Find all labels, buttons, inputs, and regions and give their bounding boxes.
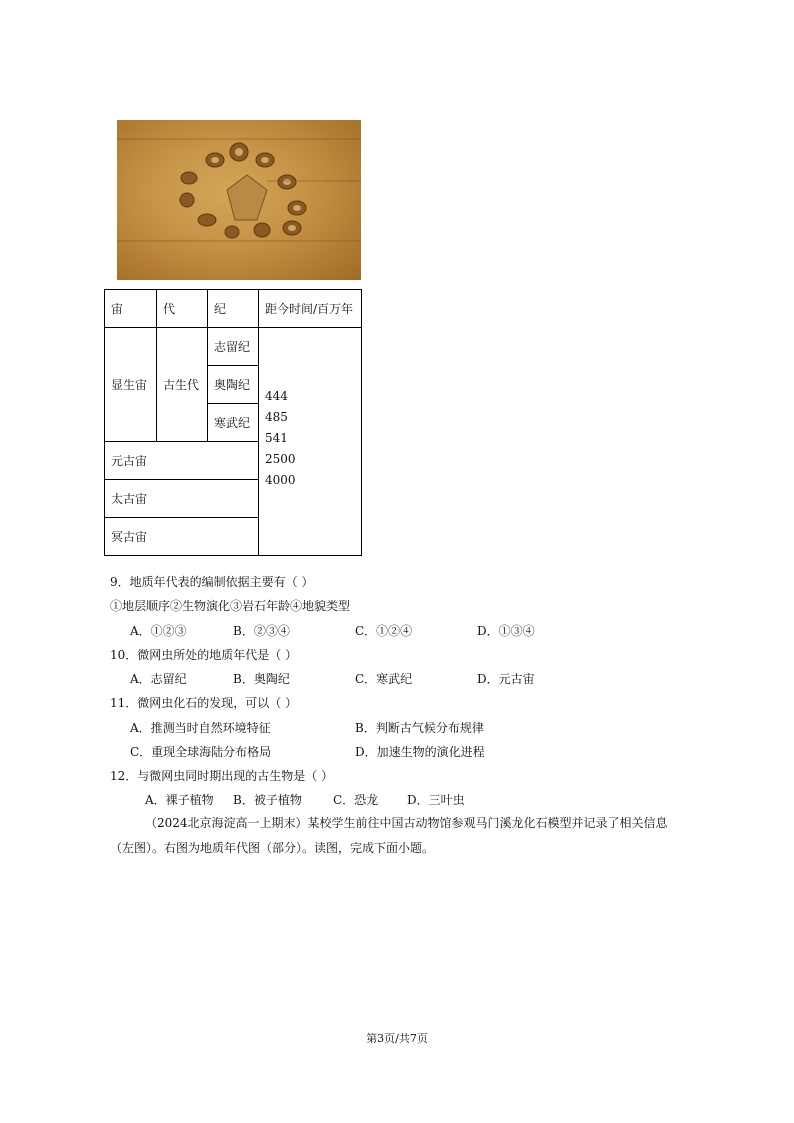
eon-archean: 太古宙: [105, 480, 259, 518]
year-value: 4000: [265, 473, 296, 487]
year-value: 444: [265, 389, 288, 403]
q12-option-c: C．恐龙: [333, 793, 379, 807]
question-12-stem: 12．与微网虫同时期出现的古生物是（ ）: [110, 769, 334, 783]
question-11-stem: 11．微网虫化石的发现，可以（ ）: [110, 696, 298, 710]
q12-option-a: A．裸子植物: [145, 793, 214, 807]
period-cambrian: 寒武纪: [208, 404, 259, 442]
period-ordovician: 奥陶纪: [208, 366, 259, 404]
q9-option-d: D．①③④: [477, 624, 535, 638]
q10-option-a: A．志留纪: [130, 672, 187, 686]
q12-option-b: B．被子植物: [233, 793, 302, 807]
question-9-stem: 9．地质年代表的编制依据主要有（ ）: [110, 575, 314, 589]
q9-option-b: B．②③④: [233, 624, 290, 638]
eon-proterozoic: 元古宙: [105, 442, 259, 480]
eon-phanerozoic: 显生宙: [105, 328, 157, 442]
geologic-time-table: [104, 289, 362, 556]
header-era: 代: [157, 290, 208, 328]
question-9-statements: ①地层顺序②生物演化③岩石年龄④地貌类型: [110, 599, 351, 613]
fossil-photo: [117, 120, 361, 280]
year-value: 541: [265, 431, 288, 445]
material-intro: （2024北京海淀高一上期末）某校学生前往中国古动物馆参观马门溪龙化石模型并记录了相关信息（左图）。右图为地质年代图（部分）。读图，完成下面小题。: [110, 816, 668, 855]
time-column: [259, 328, 362, 556]
year-value: 485: [265, 410, 288, 424]
page-footer: 第3页/共7页: [366, 1032, 428, 1045]
period-silurian: 志留纪: [208, 328, 259, 366]
era-paleozoic: 古生代: [157, 328, 208, 442]
q11-option-c: C．重现全球海陆分布格局: [130, 745, 272, 759]
q12-option-d: D．三叶虫: [407, 793, 465, 807]
q9-option-c: C．①②④: [355, 624, 413, 638]
eon-hadean: 冥古宙: [105, 518, 259, 556]
fossil-specimen-image: [117, 120, 361, 280]
header-eon: 宙: [105, 290, 157, 328]
q10-option-c: C．寒武纪: [355, 672, 413, 686]
q11-option-b: B．判断古气候分布规律: [355, 721, 484, 735]
q11-option-a: A．推测当时自然环境特征: [130, 721, 271, 735]
q11-option-d: D．加速生物的演化进程: [355, 745, 485, 759]
q9-option-a: A．①②③: [130, 624, 187, 638]
q10-option-d: D．元古宙: [477, 672, 535, 686]
year-value: 2500: [265, 452, 296, 466]
header-period: 纪: [208, 290, 259, 328]
question-10-stem: 10．微网虫所处的地质年代是（ ）: [110, 648, 298, 662]
q10-option-b: B．奥陶纪: [233, 672, 290, 686]
header-time: 距今时间/百万年: [259, 290, 362, 328]
